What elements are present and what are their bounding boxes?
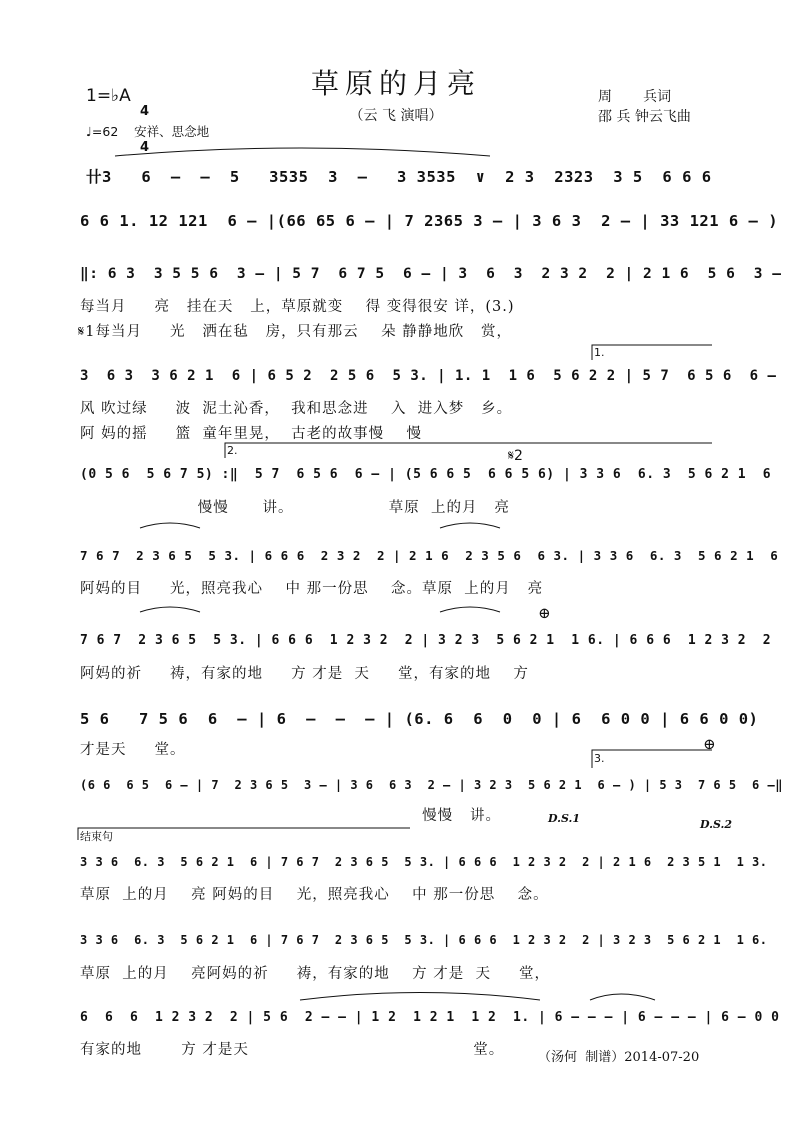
score-row-4: 3 6 3 3 6 2 1 6 | 6 5 2 2 5 6 5 3. | 1. 1 1 6 5 6 2 2 | 5 7 6 5 6 6 – bbox=[80, 368, 777, 384]
transcriber-credit: （汤何 制谱）2014-07-20 bbox=[538, 1050, 700, 1065]
ending-label: 结束句 bbox=[80, 830, 113, 843]
lyrics-row-6: 阿妈的目 光，照亮我心 中 那一份思 念。草原 上的月 亮 bbox=[80, 581, 544, 597]
lyrics-row-11: 草原 上的月 亮阿妈的祈 祷，有家的地 方 才是 天 堂， bbox=[80, 966, 551, 982]
score-row-10: 3 3 6 6. 3 5 6 2 1 6 | 7 6 7 2 3 6 5 5 3. | 6 6 6 1 2 3 2 2 | 2 1 6 2 3 5 1 1 3. bbox=[80, 855, 768, 869]
volta-3-label: 3. bbox=[594, 752, 605, 765]
lyrics-row-12: 有家的地 方 才是天 堂。 bbox=[80, 1042, 505, 1058]
ds1-mark: D.S.1 bbox=[548, 812, 581, 825]
score-row-8: 5 6 7 5 6 6 – | 6 – – – | (6. 6 6 0 0 | 6 6 0 0 | 6 6 0 0) bbox=[80, 710, 759, 728]
coda-mark-2: ⊕ bbox=[703, 735, 716, 753]
score-row-7: 7 6 7 2 3 6 5 5 3. | 6 6 6 1 2 3 2 2 | 3 2 3 5 6 2 1 1 6. | 6 6 6 1 2 3 2 2 bbox=[80, 633, 772, 648]
ds2-mark: D.S.2 bbox=[700, 818, 733, 831]
volta-1-label: 1. bbox=[594, 346, 605, 359]
lyrics-row-9: 慢慢 讲。 bbox=[80, 808, 501, 824]
volta-2-label: 2. bbox=[227, 444, 238, 457]
lyrics-row-8: 才是天 堂。 bbox=[80, 742, 186, 758]
score-row-2: 6 6 1. 12 121 6 – |(66 65 6 – | 7 2365 3 – | 3 6 3 2 – | 33 121 6 – ) bbox=[80, 212, 779, 230]
key-signature: 1=♭A bbox=[86, 86, 131, 106]
tempo-marking: ♩=62 安祥、思念地 bbox=[86, 124, 210, 139]
song-subtitle: （云 飞 演唱） bbox=[349, 108, 443, 124]
coda-mark: ⊕ bbox=[538, 604, 551, 622]
composer-credit: 邵 兵 钟云飞曲 bbox=[598, 109, 691, 125]
score-row-1: 卄3 6 – – 5 3535 3 – 3 3535 ∨ 2 3 2323 3 5 6 6 6 bbox=[86, 168, 712, 186]
time-signature-bottom: 4 bbox=[140, 140, 150, 155]
song-title: 草原的月亮 bbox=[310, 67, 481, 100]
lyrics-row-3-verse-1: 每当月 亮 挂在天 上，草原就变 得 变得很安 详，(3.) bbox=[80, 299, 515, 315]
lyrics-row-5: 慢慢 讲。 草原 上的月 亮 bbox=[80, 500, 510, 516]
lyrics-row-4-verse-2: 阿 妈的摇 篮 童年里晃， 古老的故事慢 慢 bbox=[80, 426, 423, 442]
score-row-5: (0 5 6 5 6 7 5) :‖ 5 7 6 5 6 6 – | (5 6 6 5 6 6 5 6) | 3 3 6 6. 3 5 6 2 1 6 bbox=[80, 467, 772, 482]
segno-2-mark: 𝄋2 bbox=[508, 448, 523, 464]
score-row-3: ‖: 6 3 3 5 5 6 3 – | 5 7 6 7 5 6 – | 3 6 3 2 3 2 2 | 2 1 6 5 6 3 – bbox=[80, 266, 782, 282]
score-row-11: 3 3 6 6. 3 5 6 2 1 6 | 7 6 7 2 3 6 5 5 3. | 6 6 6 1 2 3 2 2 | 3 2 3 5 6 2 1 1 6. bbox=[80, 933, 768, 947]
lyricist-credit: 周 兵词 bbox=[598, 89, 672, 105]
lyrics-row-10: 草原 上的月 亮 阿妈的目 光，照亮我心 中 那一份思 念。 bbox=[80, 887, 549, 903]
lyrics-row-4-verse-1: 风 吹过绿 波 泥土沁香， 我和思念进 入 进入梦 乡。 bbox=[80, 401, 513, 417]
score-row-6: 7 6 7 2 3 6 5 5 3. | 6 6 6 2 3 2 2 | 2 1 6 2 3 5 6 6 3. | 3 3 6 6. 3 5 6 2 1 6 bbox=[80, 548, 779, 563]
score-row-12: 6 6 6 1 2 3 2 2 | 5 6 2 – – | 1 2 1 2 1 1 2 1. | 6 – – – | 6 – – – | 6 – 0 0 bbox=[80, 1010, 780, 1025]
time-signature-top: 4 bbox=[140, 104, 150, 119]
lyrics-row-7: 阿妈的祈 祷，有家的地 方 才是 天 堂，有家的地 方 bbox=[80, 666, 529, 682]
lyrics-row-3-verse-2: 𝄋1每当月 光 洒在毡 房，只有那云 朵 静静地欣 赏， bbox=[78, 324, 513, 340]
score-row-9: (6 6 6 5 6 – | 7 2 3 6 5 3 – | 3 6 6 3 2 – | 3 2 3 5 6 2 1 6 – ) | 5 3 7 6 5 6 –‖ bbox=[80, 778, 783, 792]
